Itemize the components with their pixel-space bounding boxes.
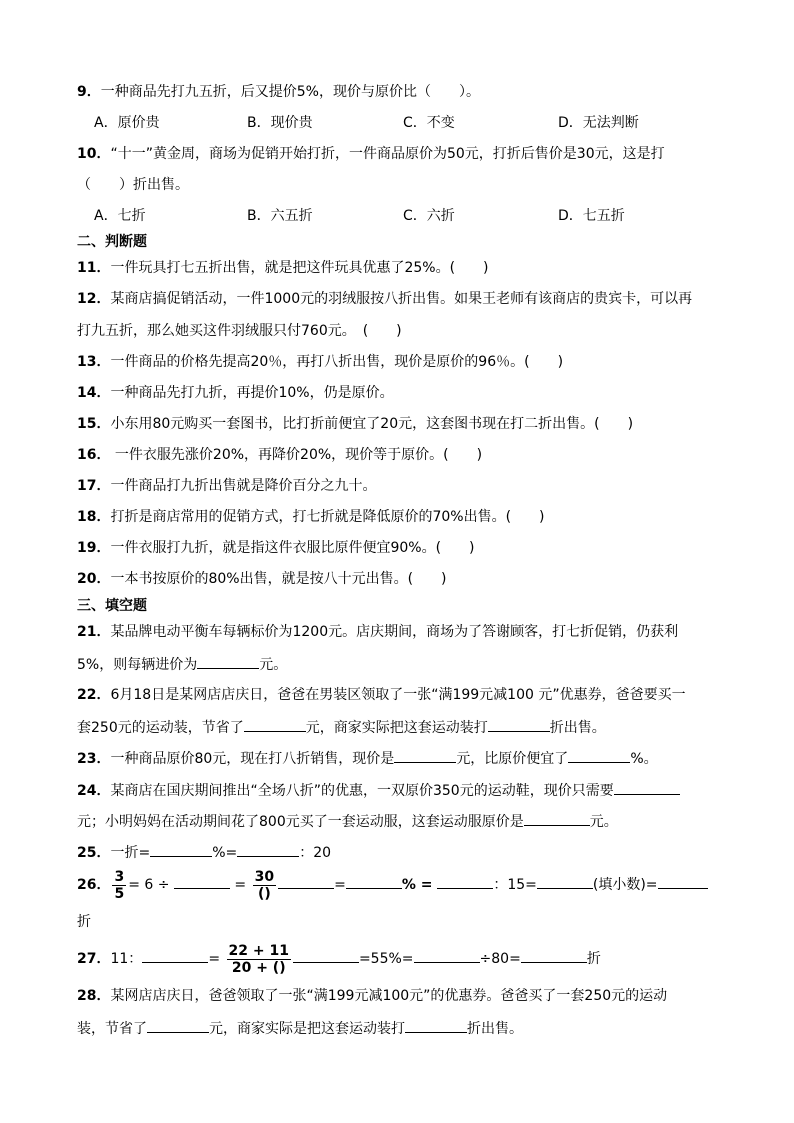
question-text: 元。 [259,657,288,673]
question-number: 19． [77,540,111,556]
option-d[interactable]: D．无法判断 [558,115,639,131]
question-number: 17． [77,478,111,494]
question-28 [77,986,667,1006]
answer-blank[interactable] [524,810,590,826]
fraction-numerator: 3 [114,868,125,885]
question-number: 9． [77,84,101,100]
fraction-numerator: 22 + 11 [228,942,289,959]
question-text: 元，比原价便宜了 [456,751,569,767]
option-d[interactable]: D．七五折 [558,208,625,224]
question-text: 某商店搞促销活动，一件1000元的羽绒服按八折出售。如果王老师有该商店的贵宾卡，可以再 [110,291,693,307]
question-text: 一件商品的价格先提高20％，再打八折出售，现价是原价的96％。( ) [110,354,564,370]
fraction-denominator: 20 + () [231,959,286,976]
question-26 [77,866,708,904]
question-text: 一折= [110,845,151,861]
answer-blank[interactable] [537,873,593,889]
option-a[interactable]: A．七折 [94,208,146,224]
question-21-cont [77,653,287,675]
question-number: 18． [77,509,111,525]
option-b[interactable]: B．现价贵 [247,115,313,131]
question-28-cont [77,1017,523,1039]
option-a[interactable]: A．原价贵 [94,115,160,131]
answer-blank[interactable] [346,873,402,889]
question-text: 某品牌电动平衡车每辆标价为1200元。店庆期间，商场为了答谢顾客，打七折促销，仍获利 [110,624,679,640]
question-text: “十一”黄金周，商场为促销开始打折，一件商品原价为50元，打折后售价是30元，这是打 [110,146,665,162]
question-text: %= [212,845,238,861]
question-text: 一种商品先打九折，再提价10%，仍是原价。 [110,385,394,401]
answer-blank[interactable] [278,873,334,889]
question-text: % = [401,877,438,893]
question-number: 22． [77,687,111,703]
question-10-cont: （ ）折出售。 [77,177,189,193]
question-number: 14． [77,385,111,401]
question-text: ÷80= [479,951,521,967]
question-22 [77,685,686,705]
question-22-cont [77,716,606,738]
question-text: 元，商家实际把这套运动装打 [305,720,488,736]
question-number: 16． [77,447,111,463]
question-number: 24． [77,783,111,799]
question-19 [77,538,475,558]
question-number: 12． [77,291,111,307]
question-text: 11： [110,951,143,967]
question-text: 一种商品原价80元，现在打八折销售，现价是 [110,751,395,767]
question-text: 折 [586,951,601,967]
fraction [112,869,126,902]
question-17 [77,476,376,496]
question-10 [77,144,665,164]
section-heading-judgment: 二、判断题 [77,234,147,250]
question-number: 10． [77,146,111,162]
question-text: = [234,877,251,893]
answer-blank[interactable] [197,653,259,669]
question-number: 21． [77,624,111,640]
question-text: 元；小明妈妈在活动期间花了800元买了一套运动服，这套运动服原价是 [77,814,524,830]
question-text: 小东用80元购买一套图书，比打折前便宜了20元，这套图书现在打二折出售。( ) [110,416,634,432]
fraction-denominator: () [257,885,271,902]
answer-blank[interactable] [174,873,230,889]
question-number: 27． [77,951,111,967]
section-heading-fill-blank: 三、填空题 [77,598,147,614]
question-text: = [208,951,225,967]
question-text: 一种商品先打九五折，后又提价5%，现价与原价比（ ）。 [100,84,480,100]
option-c[interactable]: C．六折 [403,208,455,224]
question-25 [77,841,331,863]
answer-blank[interactable] [414,947,480,963]
question-number: 23． [77,751,111,767]
question-text: %。 [630,751,658,767]
question-12-cont: 打九五折，那么她买这件羽绒服只付760元。 ( ) [77,323,402,339]
question-text: 一件衣服打九折，就是指这件衣服比原件便宜90%。( ) [110,540,475,556]
question-text: 一件商品打九折出售就是降价百分之九十。 [110,478,377,494]
question-text: = [334,877,346,893]
question-text: ：15= [493,877,537,893]
fraction-denominator: 5 [114,885,125,902]
question-23 [77,747,658,769]
question-12 [77,289,692,309]
question-text: 折出售。 [467,1021,523,1037]
question-text: 6月18日是某网店店庆日，爸爸在男装区领取了一张“满199元减100 元”优惠券，爸爸要买一 [110,687,686,703]
question-27 [77,939,601,979]
question-24 [77,779,680,801]
question-text: 套250元的运动装，节省了 [77,720,244,736]
question-number: 11． [77,260,111,276]
answer-blank[interactable] [150,841,212,857]
question-text: 一件玩具打七五折出售，就是把这件玩具优惠了25%。( ) [110,260,489,276]
question-13 [77,352,563,372]
question-text: 打折是商店常用的促销方式，打七折就是降低原价的70%出售。( ) [110,509,545,525]
answer-blank[interactable] [405,1017,467,1033]
question-number: 15． [77,416,111,432]
question-20 [77,569,447,589]
question-26-cont: 折 [77,914,91,930]
question-16 [77,445,482,465]
question-number: 28． [77,988,111,1004]
question-18 [77,507,545,527]
answer-blank[interactable] [237,841,299,857]
question-text: ：20 [299,845,332,861]
answer-blank[interactable] [147,1017,209,1033]
answer-blank[interactable] [488,716,550,732]
answer-blank[interactable] [658,873,708,889]
question-text: 一件衣服先涨价20%，再降价20%，现价等于原价。( ) [110,447,483,463]
answer-blank[interactable] [568,747,630,763]
answer-blank[interactable] [437,873,493,889]
question-text: 5%，则每辆进价为 [77,657,198,673]
question-text: 某网店店庆日，爸爸领取了一张“满199元减100元”的优惠券。爸爸买了一套250元的运动 [110,988,668,1004]
question-11 [77,258,489,278]
fraction-numerator: 30 [254,868,275,885]
question-text: (填小数)= [592,877,658,893]
question-text: 元，商家实际是把这套运动装打 [209,1021,405,1037]
question-text: 一本书按原价的80%出售，就是按八十元出售。( ) [110,571,447,587]
answer-blank[interactable] [244,716,306,732]
question-text: 装，节省了 [77,1021,147,1037]
question-text: =55%= [358,951,414,967]
question-9 [77,82,480,102]
question-15 [77,414,633,434]
option-b[interactable]: B．六五折 [247,208,313,224]
option-c[interactable]: C．不变 [403,115,455,131]
answer-blank[interactable] [293,947,359,963]
question-number: 20． [77,571,111,587]
question-number: 25． [77,845,111,861]
question-text: = 6 ÷ [128,877,174,893]
question-text: 元。 [589,814,618,830]
question-21 [77,622,678,642]
answer-blank[interactable] [521,947,587,963]
question-14 [77,383,394,403]
question-number: 13． [77,354,111,370]
answer-blank[interactable] [614,779,680,795]
answer-blank[interactable] [394,747,456,763]
question-text: 某商店在国庆期间推出“全场八折”的优惠，一双原价350元的运动鞋，现价只需要 [110,783,614,799]
answer-blank[interactable] [142,947,208,963]
question-number: 26． [77,877,111,893]
question-24-cont [77,810,618,832]
fraction [227,943,291,976]
fraction [253,869,276,902]
question-text: 折出售。 [549,720,606,736]
